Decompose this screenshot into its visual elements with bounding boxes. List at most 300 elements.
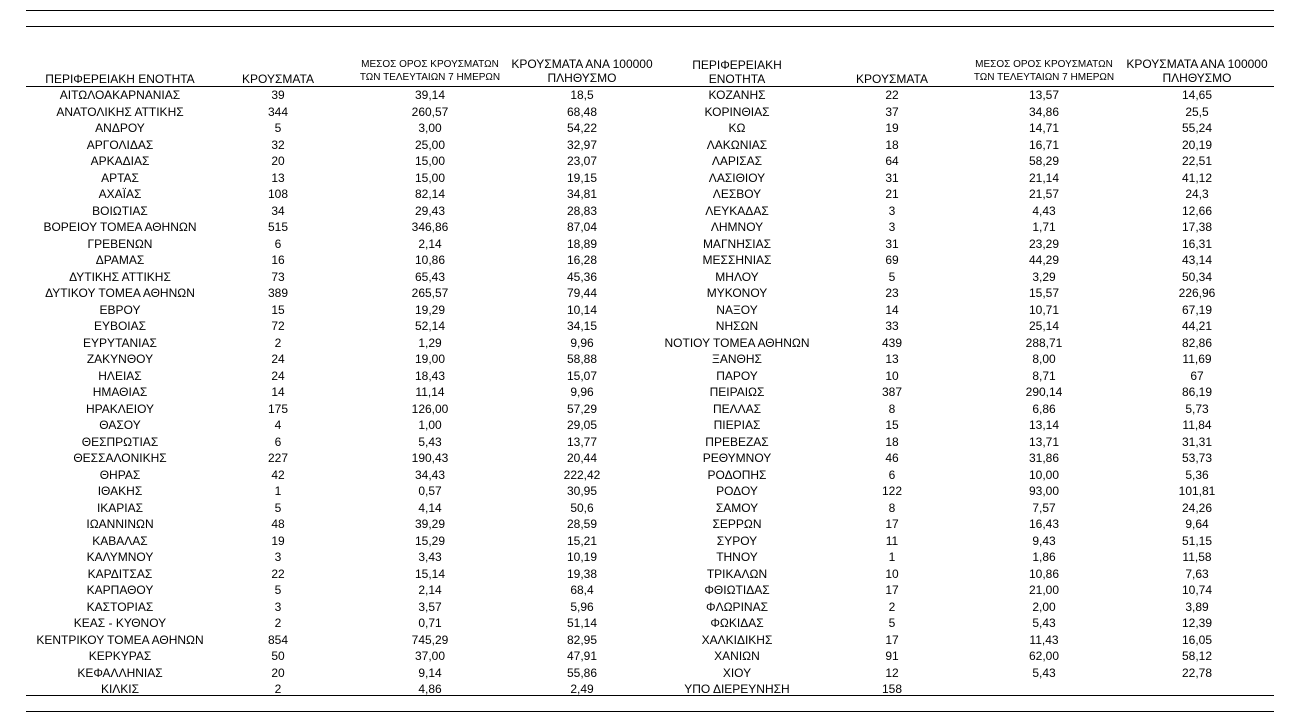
region-right-cell: ΧΙΟΥ [722,665,752,680]
region-right-cell: ΦΛΩΡΙΝΑΣ [706,599,768,614]
per100k-right-cell: 22,51 [1181,154,1213,168]
table-row [0,285,1310,302]
cases-right-cell: 69 [885,253,899,267]
per100k-right-cell: 31,31 [1181,434,1213,449]
region-right-cell: ΜΥΚΟΝΟΥ [706,286,768,300]
region-left-cell: ΚΑΡΔΙΤΣΑΣ [87,566,153,581]
top-rule-2 [26,26,1274,27]
cases-left-cell: 34 [271,203,285,218]
per100k-left-cell: 222,42 [563,467,601,482]
table-row [0,170,1310,187]
region-right-cell: ΛΗΜΝΟΥ [710,220,764,234]
cases-left-cell: 5 [274,500,282,515]
table-row [0,401,1310,418]
header-cases-right [852,56,932,86]
cases-right-cell: 13 [885,352,899,366]
cases-right-cell: 31 [885,170,899,185]
cases-right-cell: 387 [881,385,903,399]
cases-left-cell: 2 [274,335,282,350]
per100k-right-cell: 12,66 [1181,203,1213,218]
cases-right-cell: 2 [888,599,896,614]
avg7-right-cell: 23,29 [1028,236,1060,251]
per100k-left-cell: 45,36 [566,269,598,284]
region-left-cell: ΔΥΤΙΚΟΥ ΤΟΜΕΑ ΑΘΗΝΩΝ [45,286,195,300]
per100k-left-cell: 34,15 [566,319,598,333]
per100k-left-cell: 29,05 [566,418,598,432]
table-row [0,252,1310,269]
region-right-cell: ΝΟΤΙΟΥ ΤΟΜΕΑ ΑΘΗΝΩΝ [664,335,810,350]
cases-right-cell: 439 [881,335,903,350]
avg7-right-cell: 1,86 [1032,550,1056,564]
region-right-cell: ΜΑΓΝΗΣΙΑΣ [702,236,772,251]
avg7-left-cell: 82,14 [414,187,446,201]
cases-right-cell: 8 [888,500,896,515]
per100k-right-cell: 101,81 [1178,484,1216,498]
region-left-cell: ΑΡΓΟΛΙΔΑΣ [86,137,154,152]
region-right-cell: ΛΑΚΩΝΙΑΣ [706,137,768,152]
per100k-left-cell: 68,4 [570,583,594,597]
per100k-right-cell: 50,34 [1181,269,1213,284]
region-right-cell: ΣΥΡΟΥ [716,533,758,548]
per100k-right-cell: 5,36 [1185,467,1209,482]
avg7-right-cell: 21,14 [1028,170,1060,185]
region-left-cell: ΑΧΑΪΑΣ [98,187,142,201]
header-per100k-right [1114,56,1280,86]
per100k-right-cell: 24,26 [1181,500,1213,515]
per100k-left-cell: 54,22 [566,121,598,135]
avg7-right-cell: 3,29 [1032,269,1056,284]
per100k-right-cell: 7,63 [1185,566,1209,581]
header-avg-right-line1: ΜΕΣΟΣ ΟΡΟΣ ΚΡΟΥΣΜΑΤΩΝ [975,59,1113,70]
header-avg-left-line2: ΤΩΝ ΤΕΛΕΥΤΑΙΩΝ 7 ΗΜΕΡΩΝ [359,72,501,83]
cases-left-cell: 344 [267,104,289,119]
per100k-right-cell: 67,19 [1181,302,1213,317]
avg7-left-cell: 3,00 [418,121,442,135]
avg7-right-cell: 10,71 [1028,302,1060,317]
table-row [0,533,1310,550]
region-left-cell: ΒΟΙΩΤΙΑΣ [92,203,148,218]
cases-right-cell: 31 [885,236,899,251]
avg7-right-cell: 25,14 [1028,319,1060,333]
avg7-left-cell: 65,43 [414,269,446,284]
region-left-cell: ΙΚΑΡΙΑΣ [96,500,144,515]
region-left-cell: ΘΑΣΟΥ [99,418,141,432]
avg7-left-cell: 0,71 [418,616,442,630]
avg7-right-cell: 10,86 [1028,566,1060,581]
cases-right-cell: 17 [885,517,899,531]
cases-right-cell: 64 [885,154,899,168]
header-region-left [26,56,214,86]
table-row [0,104,1310,121]
per100k-left-cell: 18,89 [566,236,598,251]
avg7-left-cell: 3,57 [418,599,442,614]
header-per100k-right-line2: ΠΛΗΘΥΣΜΟ [1162,71,1232,85]
per100k-right-cell: 17,38 [1181,220,1213,234]
region-left-cell: ΒΟΡΕΙΟΥ ΤΟΜΕΑ ΑΘΗΝΩΝ [43,220,197,234]
per100k-left-cell: 16,28 [566,253,598,267]
table-row [0,203,1310,220]
avg7-left-cell: 745,29 [411,632,449,647]
region-left-cell: ΗΜΑΘΙΑΣ [92,385,148,399]
avg7-left-cell: 37,00 [414,649,446,663]
cases-right-cell: 33 [885,319,899,333]
region-right-cell: ΛΕΥΚΑΔΑΣ [705,203,769,218]
cases-right-cell: 10 [885,566,899,581]
per100k-left-cell: 5,96 [570,599,594,614]
cases-right-cell: 5 [888,269,896,284]
header-per100k-left-line2: ΠΛΗΘΥΣΜΟ [547,71,617,85]
avg7-left-cell: 265,57 [411,286,449,300]
per100k-right-cell: 86,19 [1181,385,1213,399]
avg7-left-cell: 25,00 [414,137,446,152]
per100k-left-cell: 13,77 [566,434,598,449]
table-row [0,219,1310,236]
per100k-right-cell: 9,64 [1185,517,1209,531]
table-row [0,335,1310,352]
cases-left-cell: 42 [271,467,285,482]
avg7-left-cell: 190,43 [411,451,449,465]
region-right-cell: ΦΘΙΩΤΙΔΑΣ [704,583,770,597]
cases-right-cell: 46 [885,451,899,465]
table-row [0,483,1310,500]
avg7-right-cell: 16,43 [1028,517,1060,531]
cases-right-cell: 15 [885,418,899,432]
table-row [0,632,1310,649]
cases-right-cell: 3 [888,203,896,218]
region-right-cell: ΧΑΛΚΙΔΙΚΗΣ [701,632,773,647]
cases-left-cell: 72 [271,319,285,333]
table-row [0,153,1310,170]
avg7-left-cell: 15,00 [414,170,446,185]
cases-right-cell: 91 [885,649,899,663]
region-left-cell: ΚΕΡΚΥΡΑΣ [88,649,152,663]
header-per100k-right-line1: ΚΡΟΥΣΜΑΤΑ ΑΝΑ 100000 [1126,57,1268,71]
avg7-right-cell: 9,43 [1032,533,1056,548]
cases-left-cell: 108 [267,187,289,201]
avg7-left-cell: 4,86 [418,682,442,696]
per100k-right-cell: 67 [1190,368,1204,383]
cases-left-cell: 3 [274,599,282,614]
avg7-left-cell: 1,00 [418,418,442,432]
header-avg-left [345,56,515,86]
region-right-cell: ΛΕΣΒΟΥ [712,187,762,201]
per100k-left-cell: 19,15 [566,170,598,185]
per100k-right-cell: 11,69 [1182,352,1212,366]
avg7-right-cell: 2,00 [1032,599,1056,614]
cases-left-cell: 24 [271,352,285,366]
avg7-left-cell: 34,43 [414,467,446,482]
cases-right-cell: 23 [885,286,899,300]
cases-left-cell: 24 [271,368,285,383]
region-left-cell: ΕΥΒΟΙΑΣ [93,319,147,333]
per100k-right-cell: 20,19 [1181,137,1213,152]
region-right-cell: ΦΩΚΙΔΑΣ [710,616,764,630]
header-per100k-left [500,56,664,86]
cases-left-cell: 6 [274,434,282,449]
table-row [0,665,1310,682]
region-left-cell: ΑΝΔΡΟΥ [95,121,145,135]
table-row [0,302,1310,319]
per100k-right-cell: 82,86 [1181,335,1213,350]
per100k-left-cell: 68,48 [566,104,598,119]
avg7-left-cell: 5,43 [418,434,442,449]
avg7-left-cell: 19,29 [414,302,446,317]
region-right-cell: ΠΕΙΡΑΙΩΣ [709,385,765,399]
avg7-right-cell: 93,00 [1028,484,1060,498]
avg7-right-cell: 16,71 [1028,137,1060,152]
per100k-right-cell: 22,78 [1181,665,1213,680]
region-right-cell: ΚΩ [728,121,746,135]
cases-right-cell: 18 [885,434,899,449]
region-right-cell: ΣΕΡΡΩΝ [712,517,762,531]
region-left-cell: ΚΕΦΑΛΛΗΝΙΑΣ [77,665,163,680]
region-right-cell: ΡΕΘΥΜΝΟΥ [702,451,772,465]
region-right-cell: ΝΗΣΩΝ [715,319,759,333]
region-left-cell: ΚΑΛΥΜΝΟΥ [86,550,154,564]
avg7-left-cell: 4,14 [418,500,442,515]
table-row [0,566,1310,583]
cases-left-cell: 515 [267,220,289,234]
per100k-left-cell: 28,59 [566,517,598,531]
avg7-right-cell: 21,00 [1028,583,1060,597]
cases-left-cell: 4 [274,418,282,432]
cases-left-cell: 32 [271,137,285,152]
table-row [0,137,1310,154]
region-left-cell: ΙΩΑΝΝΙΝΩΝ [86,517,154,531]
per100k-right-cell: 5,73 [1185,401,1209,416]
avg7-right-cell: 13,71 [1028,434,1060,449]
table-row [0,516,1310,533]
per100k-right-cell: 25,5 [1185,104,1209,119]
cases-right-cell: 37 [885,104,899,119]
cases-right-cell: 122 [881,484,903,498]
per100k-left-cell: 47,91 [566,649,598,663]
region-left-cell: ΕΒΡΟΥ [99,302,141,317]
per100k-right-cell: 58,12 [1181,649,1213,663]
cases-left-cell: 20 [271,154,285,168]
table-row [0,269,1310,286]
bottom-rule-2 [26,711,1274,712]
region-left-cell: ΑΝΑΤΟΛΙΚΗΣ ΑΤΤΙΚΗΣ [56,104,184,119]
cases-right-cell: 10 [885,368,899,383]
cases-left-cell: 39 [271,88,285,102]
per100k-left-cell: 9,96 [570,335,594,350]
region-right-cell: ΛΑΣΙΘΙΟΥ [708,170,766,185]
cases-right-cell: 12 [885,665,899,680]
avg7-right-cell: 4,43 [1032,203,1056,218]
region-left-cell: ΑΡΤΑΣ [101,170,139,185]
avg7-right-cell: 62,00 [1028,649,1060,663]
region-right-cell: ΠΡΕΒΕΖΑΣ [705,434,769,449]
region-left-cell: ΚΕΑΣ - ΚΥΘΝΟΥ [73,616,167,630]
per100k-right-cell: 226,96 [1178,286,1216,300]
region-right-cell: ΤΡΙΚΑΛΩΝ [706,566,768,581]
region-right-cell: ΣΑΜΟΥ [715,500,759,515]
avg7-left-cell: 15,00 [414,154,446,168]
cases-left-cell: 16 [271,253,285,267]
per100k-right-cell: 53,73 [1181,451,1213,465]
table-row [0,549,1310,566]
region-right-cell: ΚΟΡΙΝΘΙΑΣ [704,104,770,119]
avg7-right-cell: 6,86 [1032,401,1056,416]
cases-right-cell: 3 [888,220,896,234]
avg7-left-cell: 11,14 [415,385,445,399]
region-left-cell: ΚΑΡΠΑΘΟΥ [86,583,154,597]
avg7-right-cell: 11,43 [1029,632,1059,647]
avg7-left-cell: 126,00 [411,401,449,416]
region-left-cell: ΑΙΤΩΛΟΑΚΑΡΝΑΝΙΑΣ [59,88,181,102]
table-row [0,351,1310,368]
region-right-cell: ΜΕΣΣΗΝΙΑΣ [702,253,772,267]
cases-left-cell: 13 [271,170,285,185]
cases-left-cell: 14 [271,385,285,399]
region-left-cell: ΔΥΤΙΚΗΣ ΑΤΤΙΚΗΣ [69,269,171,284]
region-right-cell: ΝΑΞΟΥ [716,302,758,317]
avg7-right-cell: 5,43 [1032,665,1056,680]
region-left-cell: ΑΡΚΑΔΙΑΣ [90,154,150,168]
avg7-right-cell: 13,57 [1028,88,1060,102]
cases-right-cell: 17 [885,583,899,597]
region-left-cell: ΘΕΣΠΡΩΤΙΑΣ [81,434,159,449]
table-row [0,87,1310,104]
cases-left-cell: 854 [267,632,289,647]
per100k-left-cell: 10,14 [566,302,598,317]
cases-right-cell: 11 [885,533,899,548]
region-left-cell: ΚΕΝΤΡΙΚΟΥ ΤΟΜΕΑ ΑΘΗΝΩΝ [36,632,204,647]
region-left-cell: ΖΑΚΥΝΘΟΥ [86,352,154,366]
avg7-right-cell: 44,29 [1028,253,1060,267]
avg7-left-cell: 15,29 [414,533,446,548]
avg7-right-cell: 13,14 [1028,418,1060,432]
cases-left-cell: 20 [271,665,285,680]
per100k-right-cell: 12,39 [1181,616,1213,630]
region-right-cell: ΠΙΕΡΙΑΣ [713,418,761,432]
cases-left-cell: 5 [274,121,282,135]
per100k-left-cell: 32,97 [566,137,598,152]
avg7-left-cell: 29,43 [414,203,446,218]
header-cases-left-label: ΚΡΟΥΣΜΑΤΑ [242,72,314,86]
region-right-cell: ΧΑΝΙΩΝ [714,649,760,663]
per100k-left-cell: 34,81 [566,187,598,201]
cases-right-cell: 6 [888,467,896,482]
region-right-cell: ΞΑΝΘΗΣ [712,352,762,366]
per100k-right-cell: 24,3 [1185,187,1209,201]
cases-right-cell: 21 [885,187,899,201]
cases-right-cell: 1 [888,550,896,564]
region-right-cell: ΤΗΝΟΥ [716,550,758,564]
table-row [0,120,1310,137]
avg7-left-cell: 10,86 [414,253,446,267]
table-row [0,599,1310,616]
cases-left-cell: 389 [267,286,289,300]
header-region-left-label: ΠΕΡΙΦΕΡΕΙΑΚΗ ΕΝΟΤΗΤΑ [45,72,195,86]
per100k-right-cell: 10,74 [1181,583,1213,597]
top-rule-1 [26,10,1274,11]
avg7-left-cell: 0,57 [418,484,442,498]
per100k-left-cell: 82,95 [566,632,598,647]
cases-left-cell: 3 [274,550,282,564]
avg7-left-cell: 52,14 [414,319,446,333]
per100k-left-cell: 50,6 [570,500,594,515]
table-row [0,450,1310,467]
region-left-cell: ΕΥΡΥΤΑΝΙΑΣ [83,335,157,350]
per100k-left-cell: 2,49 [570,682,594,696]
avg7-right-cell: 5,43 [1032,616,1056,630]
header-per100k-left-line1: ΚΡΟΥΣΜΑΤΑ ΑΝΑ 100000 [511,57,653,71]
per100k-right-cell: 11,84 [1182,418,1212,432]
cases-left-cell: 19 [271,533,285,548]
cases-left-cell: 5 [274,583,282,597]
cases-right-cell: 14 [885,302,899,317]
avg7-left-cell: 9,14 [418,665,442,680]
per100k-left-cell: 19,38 [566,566,598,581]
cases-left-cell: 22 [271,566,285,581]
avg7-left-cell: 3,43 [418,550,442,564]
cases-left-cell: 1 [274,484,282,498]
per100k-left-cell: 15,07 [566,368,598,383]
table-row [0,615,1310,632]
per100k-right-cell: 14,65 [1181,88,1213,102]
region-left-cell: ΗΛΕΙΑΣ [98,368,142,383]
avg7-right-cell: 1,71 [1032,220,1056,234]
header-region-right [664,56,810,86]
cases-left-cell: 50 [271,649,285,663]
avg7-left-cell: 2,14 [418,236,442,251]
avg7-right-cell: 8,00 [1032,352,1056,366]
per100k-right-cell: 11,58 [1182,550,1212,564]
avg7-right-cell: 14,71 [1028,121,1060,135]
region-right-cell: ΡΟΔΟΠΗΣ [707,467,767,482]
region-left-cell: ΗΡΑΚΛΕΙΟΥ [85,401,155,416]
cases-right-cell: 22 [885,88,899,102]
header-cases-left [238,56,318,86]
region-right-cell: ΠΑΡΟΥ [716,368,758,383]
table-row [0,186,1310,203]
header-cases-right-label: ΚΡΟΥΣΜΑΤΑ [856,72,928,86]
per100k-right-cell: 41,12 [1181,170,1213,185]
per100k-left-cell: 10,19 [566,550,598,564]
avg7-left-cell: 19,00 [414,352,446,366]
cases-left-cell: 48 [271,517,285,531]
per100k-left-cell: 28,83 [566,203,598,218]
per100k-left-cell: 57,29 [566,401,598,416]
region-right-cell: ΥΠΟ ΔΙΕΡΕΥΝΗΣΗ [684,682,790,696]
avg7-left-cell: 1,29 [418,335,442,350]
cases-right-cell: 8 [888,401,896,416]
cases-left-cell: 175 [267,401,289,416]
per100k-left-cell: 30,95 [566,484,598,498]
table-row [0,500,1310,517]
avg7-left-cell: 39,29 [414,517,446,531]
per100k-right-cell: 44,21 [1181,319,1213,333]
cases-right-cell: 18 [885,137,899,152]
per100k-right-cell: 55,24 [1181,121,1213,135]
per100k-left-cell: 79,44 [566,286,598,300]
per100k-left-cell: 58,88 [566,352,598,366]
avg7-right-cell: 58,29 [1028,154,1060,168]
per100k-right-cell: 3,89 [1185,599,1209,614]
header-avg-left-line1: ΜΕΣΟΣ ΟΡΟΣ ΚΡΟΥΣΜΑΤΩΝ [361,59,499,70]
per100k-left-cell: 23,07 [566,154,598,168]
region-left-cell: ΙΘΑΚΗΣ [97,484,143,498]
cases-left-cell: 73 [271,269,285,284]
table-row [0,582,1310,599]
region-left-cell: ΘΕΣΣΑΛΟΝΙΚΗΣ [73,451,167,465]
per100k-left-cell: 55,86 [566,665,598,680]
per100k-right-cell: 16,31 [1181,236,1213,251]
region-left-cell: ΚΑΒΑΛΑΣ [92,533,148,548]
avg7-right-cell: 8,71 [1032,368,1056,383]
